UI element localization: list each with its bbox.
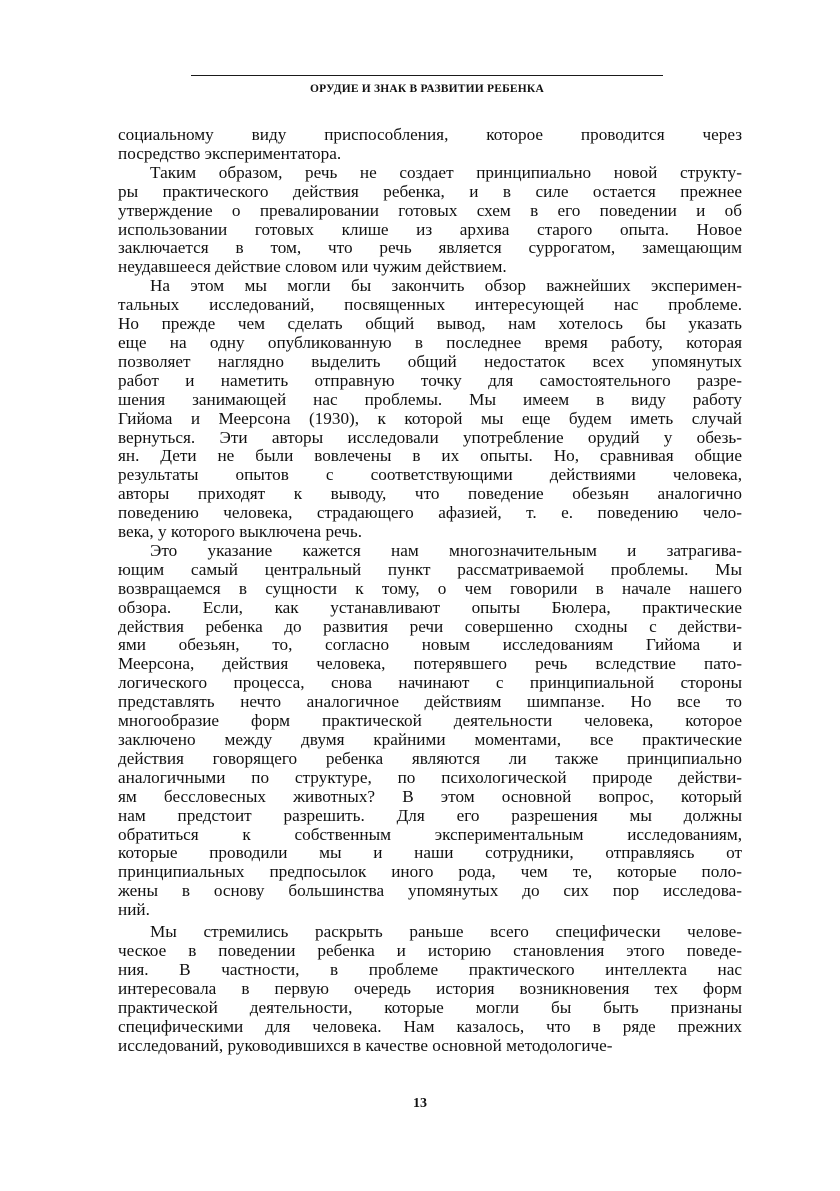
text-line: ры практического действия ребенка, и в силе остается прежнее (118, 181, 742, 201)
text-line: действия говорящего ребенка являются ли также принципиально (118, 748, 742, 768)
text-line: Гийома и Меерсона (1930), к которой мы еще будем иметь случай (118, 408, 742, 428)
text-line: посредство экспериментатора. (118, 143, 342, 163)
text-line: нам предстоит разрешить. Для его разрешения мы должны (118, 805, 742, 825)
page-number: 13 (413, 1096, 427, 1111)
text-line: ям бессловесных животных? В этом основной вопрос, который (118, 786, 742, 806)
text-line: тальных исследований, посвященных интересующей нас проблеме. (118, 295, 742, 315)
text-line: принципиальных предпосылок иного рода, чем те, которые поло- (118, 862, 742, 882)
text-line: Таким образом, речь не создает принципиально новой структу- (150, 162, 742, 182)
text-line: многообразие форм практической деятельности человека, которое (118, 711, 742, 731)
text-line: Меерсона, действия человека, потерявшего речь вследствие пато- (118, 654, 742, 674)
text-line: исследований, руководившихся в качестве основной методологиче- (118, 1035, 613, 1055)
text-line: ний. (118, 900, 150, 920)
text-line: специфическими для человека. Нам казалось, что в ряде прежних (118, 1016, 742, 1036)
text-line: представлять нечто аналогичное действиям шимпанзе. Но все то (118, 692, 742, 712)
text-line: обзора. Если, как устанавливают опыты Бюлера, практические (118, 597, 742, 617)
text-line: ян. Дети не были вовлечены в их опыты. Но, сравнивая общие (118, 446, 742, 466)
text-line: которые проводили мы и наши сотрудники, отправляясь от (118, 843, 742, 863)
text-line: действия ребенка до развития речи совершенно сходны с действи- (118, 616, 742, 636)
text-line: шения занимающей нас проблемы. Мы имеем в виду работу (118, 389, 742, 409)
text-line: интересовала в первую очередь история возникновения тех форм (118, 978, 742, 998)
text-line: обратиться к собственным экспериментальным исследованиям, (118, 824, 742, 844)
text-line: возвращаемся в сущности к тому, о чем говорили в начале нашего (118, 578, 742, 598)
text-line: Мы стремились раскрыть раньше всего специфически челове- (150, 922, 742, 942)
paragraph (118, 164, 742, 277)
text-line: позволяет наглядно выделить общий недостаток всех упомянутых (118, 351, 742, 371)
text-line: еще на одну опубликованную в последнее время работу, которая (118, 332, 742, 352)
text-line: логического процесса, снова начинают с принципиальной стороны (118, 673, 742, 693)
text-line: авторы приходят к выводу, что поведение обезьян аналогично (118, 484, 742, 504)
text-line: ющим самый центральный пункт рассматриваемой проблемы. Мы (118, 559, 742, 579)
header-rule (191, 75, 663, 76)
text-line: практической деятельности, которые могли бы быть признаны (118, 997, 742, 1017)
text-line: утверждение о превалировании готовых схем в его поведении и об (118, 200, 742, 220)
text-line: поведению человека, страдающего афазией, т. е. поведению чело- (118, 503, 742, 523)
text-line: использовании готовых клише из архива старого опыта. Новое (118, 219, 742, 239)
text-line: века, у которого выключена речь. (118, 522, 363, 542)
text-line: На этом мы могли бы закончить обзор важнейших эксперимен- (150, 276, 742, 296)
text-line: ями обезьян, то, согласно новым исследованиям Гийома и (118, 635, 742, 655)
paragraph (118, 126, 742, 164)
body-text (118, 126, 742, 1055)
text-line: заключено между двумя крайними моментами, все практические (118, 730, 742, 749)
text-line: жены в основу большинства упомянутых до сих пор исследова- (118, 881, 742, 901)
text-line: социальному виду приспособления, которое проводится через (118, 125, 742, 144)
paragraph (118, 542, 742, 920)
text-line: результаты опытов с соответствующими действиями человека, (118, 465, 742, 485)
paragraph (118, 277, 742, 542)
paragraph (118, 923, 742, 1055)
text-line: ния. В частности, в проблеме практического интеллекта нас (118, 959, 742, 979)
text-line: аналогичными по структуре, по психологической природе действи- (118, 767, 742, 787)
running-head: ОРУДИЕ И ЗНАК В РАЗВИТИИ РЕБЕНКА (310, 83, 544, 95)
text-line: неудавшееся действие словом или чужим действием. (118, 257, 507, 277)
text-line: Это указание кажется нам многозначительным и затрагива- (150, 540, 742, 560)
text-line: вернуться. Эти авторы исследовали употребление орудий у обезь- (118, 427, 742, 447)
text-line: работ и наметить отправную точку для самостоятельного разре- (118, 370, 742, 390)
text-line: Но прежде чем сделать общий вывод, нам хотелось бы указать (118, 314, 742, 334)
text-line: ческое в поведении ребенка и историю становления этого поведе- (118, 940, 742, 960)
text-line: заключается в том, что речь является суррогатом, замещающим (118, 238, 742, 258)
